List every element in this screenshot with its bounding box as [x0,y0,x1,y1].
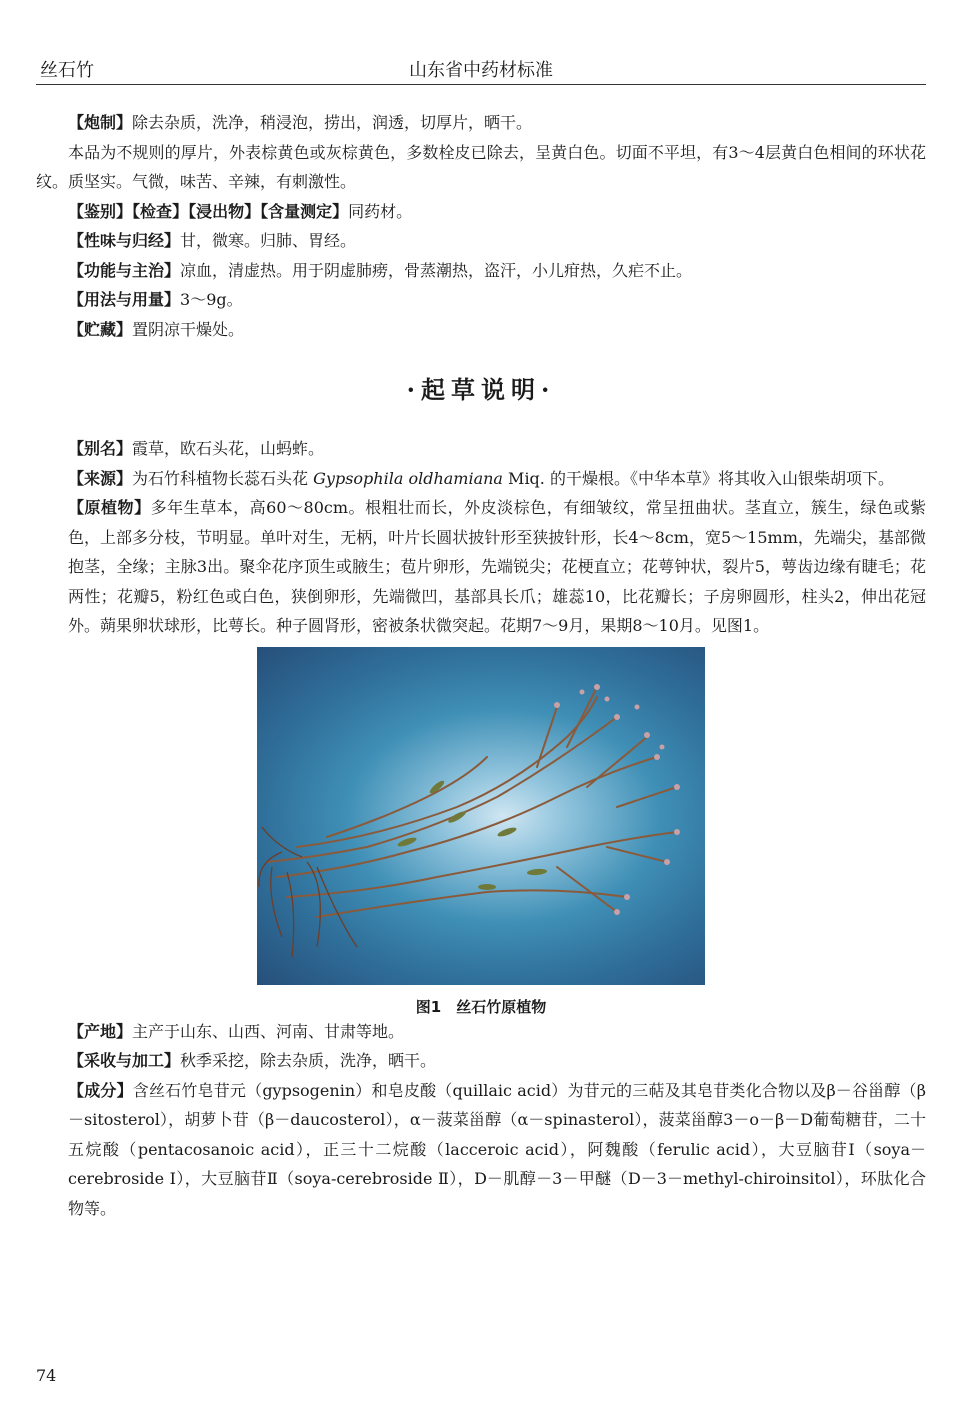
latin-name: Gypsophila oldhamiana [313,468,503,488]
running-header [36,52,926,85]
yongfa-text: 3～9g。 [180,290,243,309]
plant-photo [257,647,705,985]
gongneng-text: 凉血，清虚热。用于阴虚肺痨，骨蒸潮热，盗汗，小儿疳热，久疟不止。 [180,260,693,280]
jianbie-entry: 【鉴别】【检查】【浸出物】【含量测定】同药材。 [68,201,413,221]
chandi-label: 产地 [84,1021,117,1041]
page-number: 74 [36,1366,57,1385]
figure-1 [36,645,926,1017]
yongfa-label: 用法与用量 [84,290,165,309]
zhucang-label: 贮藏 [84,319,117,339]
chengfen-text: 含丝石竹皂苷元（gypsogenin）和皂皮酸（quillaic acid）为苷元的三萜及其皂苷类化合物以及β－谷甾醇（β－sitosterol），胡萝卜苷（β－daucosterol），α－菠菜甾醇（α－spinasterol），菠菜甾醇3－o－β－D葡萄糖苷，二十五烷酸（pentacosanoic acid），正三十二烷酸（lacceroic acid），阿魏酸（ferulic acid），大豆脑苷Ⅰ（soya－cerebroside Ⅰ），大豆脑苷Ⅱ（soya-cerebroside Ⅱ），D－肌醇－3－甲醚（D－3－methyl-chiroinsitol），环肽化合物等。 [68,1080,926,1218]
yuanzhiwu-entry: 【原植物】多年生草本，高60～80cm。根粗壮而长，外皮淡棕色，有细皱纹，常呈扭曲状。茎直立，簇生，绿色或紫色，上部多分枝，节明显。单叶对生，无柄，叶片长圆状披针形至狭披针形，长4～8cm，宽5～15mm，先端尖，基部微抱茎，全缘；主脉3出。聚伞花序顶生或腋生；苞片卵形，先端锐尖；花梗直立；花萼钟状，裂片5，萼齿边缘有睫毛；花两性；花瓣5，粉红色或白色，狭倒卵形，先端微凹，基部具长爪；雄蕊10，比花瓣长；子房卵圆形，柱头2，伸出花冠外。蒴果卵状球形，比萼长。种子圆肾形，密被条状微突起。花期7～9月，果期8～10月。见图1。 [68,498,926,635]
zhucang-entry: 【贮藏】置阴凉干燥处。 [68,319,245,339]
page-body [36,108,926,1223]
yongfa-entry: 【用法与用量】3～9g。 [68,290,243,309]
laiyuan-text-1: 为石竹科植物长蕊石头花 [132,468,314,488]
yuanzhiwu-text: 多年生草本，高60～80cm。根粗壮而长，外皮淡棕色，有细皱纹，常呈扭曲状。茎直立，簇生，绿色或紫色，上部多分枝，节明显。单叶对生，无柄，叶片长圆状披针形至狭披针形，长4～8cm，宽5～15mm，先端尖，基部微抱茎，全缘；主脉3出。聚伞花序顶生或腋生；苞片卵形，先端锐尖；花梗直立；花萼钟状，裂片5，萼齿边缘有睫毛；花两性；花瓣5，粉红色或白色，狭倒卵形，先端微凹，基部具长爪；雄蕊10，比花瓣长；子房卵圆形，柱头2，伸出花冠外。蒴果卵状球形，比萼长。种子圆肾形，密被条状微突起。花期7～9月，果期8～10月。见图1。 [68,498,926,635]
jinchuwu-label: 浸出物 [196,201,245,221]
header-book-title: 山东省中药材标准 [409,60,553,81]
chandi-text: 主产于山东、山西、河南、甘肃等地。 [132,1021,405,1041]
chandi-entry: 【产地】主产于山东、山西、河南、甘肃等地。 [68,1021,405,1041]
xingwei-entry: 【性味与归经】甘，微寒。归肺、胃经。 [68,231,357,250]
bieming-text: 霞草，欧石头花，山蚂蚱。 [132,439,325,458]
hanliang-label: 含量测定 [268,201,333,221]
jianbie-label: 鉴别 [84,201,117,221]
caishou-label: 采收与加工 [84,1051,165,1070]
jianbie-text: 同药材。 [348,201,413,221]
chengfen-label: 成分 [84,1080,117,1100]
gongneng-entry: 【功能与主治】凉血，清虚热。用于阴虚肺痨，骨蒸潮热，盗汗，小儿疳热，久疟不止。 [68,260,693,280]
plant-illustration [257,647,705,985]
gongneng-label: 功能与主治 [84,260,165,280]
header-drug-name: 丝石竹 [40,60,94,81]
chengfen-entry: 【成分】含丝石竹皂苷元（gypsogenin）和皂皮酸（quillaic acid）为苷元的三萜及其皂苷类化合物以及β－谷甾醇（β－sitosterol），胡萝卜苷（β－daucosterol），α－菠菜甾醇（α－spinasterol），菠菜甾醇3－o－β－D葡萄糖苷，二十五烷酸（pentacosanoic acid），正三十二烷酸（lacceroic acid），阿魏酸（ferulic acid），大豆脑苷Ⅰ（soya－cerebroside Ⅰ），大豆脑苷Ⅱ（soya-cerebroside Ⅱ），D－肌醇－3－甲醚（D－3－methyl-chiroinsitol），环肽化合物等。 [68,1080,926,1218]
figure-caption: 图1 丝石竹原植物 [415,997,547,1016]
paozhi-entry: 【炮制】除去杂质，洗净，稍浸泡，捞出，润透，切厚片，晒干。 [68,113,533,132]
paozhi-label: 炮制 [84,113,117,132]
laiyuan-text-2: Miq. 的干燥根。《中华本草》将其收入山银柴胡项下。 [502,468,894,488]
bieming-label: 别名 [84,439,117,458]
paozhi-text: 除去杂质，洗净，稍浸泡，捞出，润透，切厚片，晒干。 [132,113,533,132]
xingwei-label: 性味与归经 [84,231,165,250]
zhucang-text: 置阴凉干燥处。 [132,319,245,339]
yuanzhiwu-label: 原植物 [84,498,135,517]
caishou-text: 秋季采挖，除去杂质，洗净，晒干。 [180,1051,437,1070]
laiyuan-label: 来源 [84,468,117,488]
caishou-entry: 【采收与加工】秋季采挖，除去杂质，洗净，晒干。 [68,1051,437,1070]
xingwei-text: 甘，微寒。归肺、胃经。 [180,231,357,250]
bieming-entry: 【别名】霞草，欧石头花，山蚂蚱。 [68,439,325,458]
laiyuan-entry: 【来源】为石竹科植物长蕊石头花 Gypsophila oldhamiana Miq. 的干燥根。《中华本草》将其收入山银柴胡项下。 [68,468,894,488]
jiancha-label: 检查 [140,201,173,221]
paozhi-description: 本品为不规则的厚片，外表棕黄色或灰棕黄色，多数栓皮已除去，呈黄白色。切面不平坦，有3～4层黄白色相间的环状花纹。质坚实。气微，味苦、辛辣，有刺激性。 [36,142,926,191]
draft-section-title: ·起草说明· [406,375,556,404]
